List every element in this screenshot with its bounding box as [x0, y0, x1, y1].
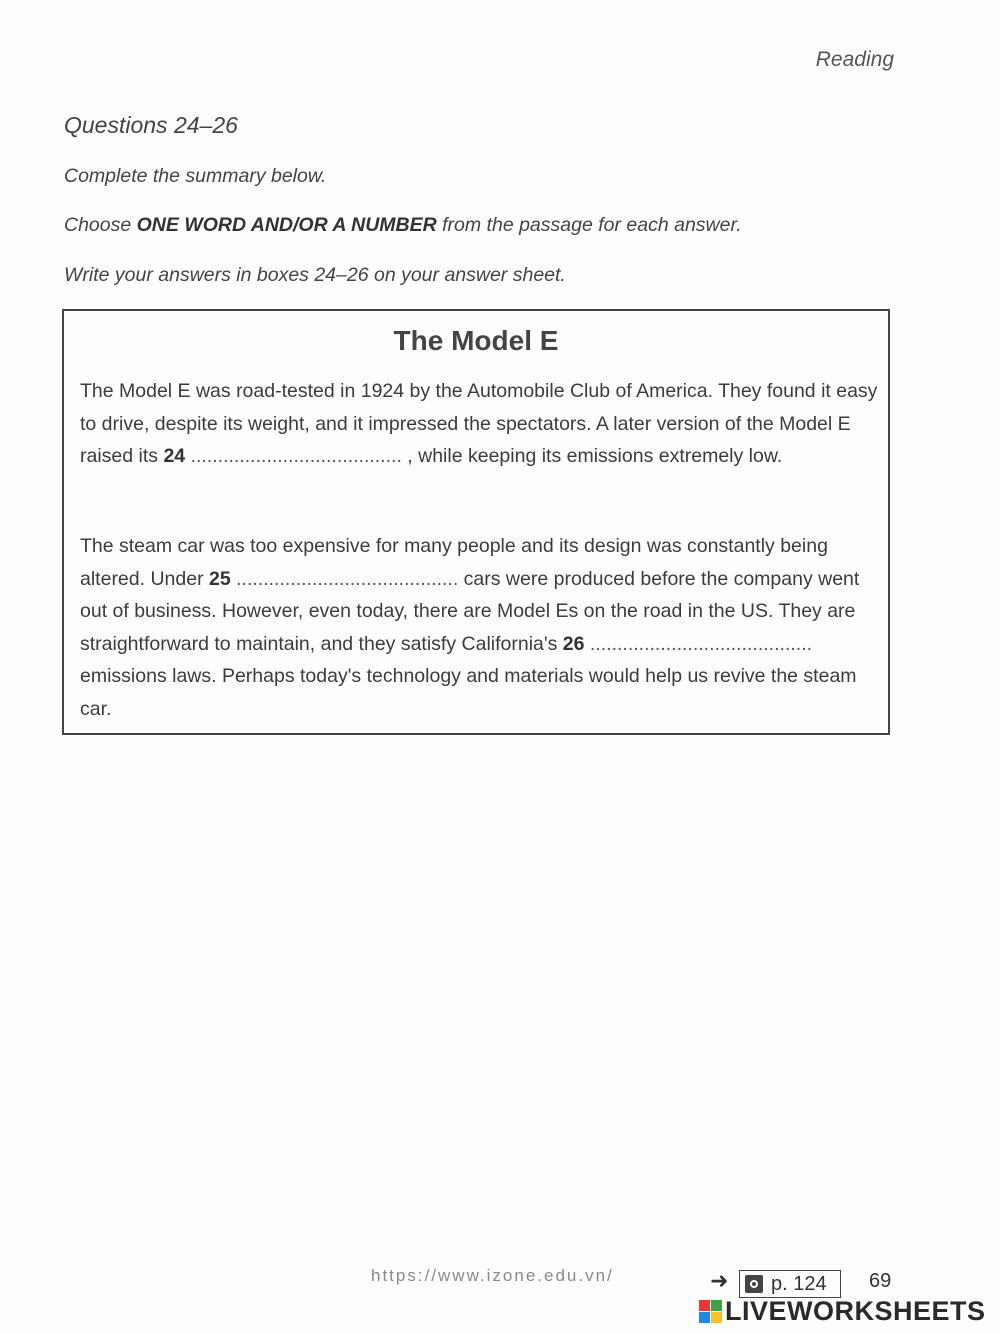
p2-text-a: The steam car was too expensive for many people and its design was constantly being altered. Under: [80, 535, 828, 590]
section-label: Reading: [815, 48, 894, 71]
question-26-blank[interactable]: .........................................: [584, 632, 813, 655]
p2-text-c: emissions laws. Perhaps today's technology and materials would help us revive the steam car.: [80, 665, 857, 720]
summary-paragraph-1: [80, 375, 880, 473]
liveworksheets-logo: [699, 1296, 986, 1327]
instruction-choose-post: from the passage for each answer.: [436, 214, 742, 236]
logo-square-1: [699, 1300, 710, 1311]
logo-square-2: [711, 1300, 722, 1311]
page-reference-text: p. 124: [771, 1272, 827, 1295]
question-25-number: 25: [209, 567, 231, 590]
liveworksheets-logo-text: LIVEWORKSHEETS: [725, 1296, 986, 1326]
page-reference: [739, 1270, 841, 1298]
logo-square-3: [699, 1312, 710, 1323]
instruction-write: Write your answers in boxes 24–26 on your answer sheet.: [64, 264, 566, 286]
summary-paragraph-2: [80, 530, 880, 725]
question-24-blank[interactable]: .......................................: [185, 445, 408, 467]
instruction-choose: [64, 214, 742, 237]
footer-url: https://www.izone.edu.vn/: [371, 1266, 614, 1285]
question-24-number: 24: [163, 445, 186, 467]
summary-title: The Model E: [393, 325, 559, 356]
liveworksheets-logo-icon: [699, 1300, 722, 1323]
p1-text-a: The Model E was road-tested in 1924 by the Automobile Club of America. They found it easy to drive, despite its weight, and it impressed the spectators. A later version of the Model E raised its: [80, 380, 878, 467]
instruction-complete: Complete the summary below.: [64, 165, 327, 187]
question-25-blank[interactable]: .........................................: [230, 567, 464, 590]
question-26-number: 26: [562, 632, 585, 655]
p1-text-b: , while keeping its emissions extremely low.: [407, 445, 783, 467]
logo-square-4: [711, 1312, 722, 1323]
summary-box: [62, 309, 890, 735]
p2-text-b: cars were produced before the company went out of business. However, even today, there are Model Es on the road in the US. They are straightforward to maintain, and they satisfy California's: [80, 567, 860, 655]
page-number: 69: [869, 1270, 892, 1292]
instruction-choose-pre: Choose: [64, 214, 137, 236]
arrow-right-icon: ➜: [710, 1268, 729, 1293]
questions-heading: Questions 24–26: [64, 112, 238, 138]
instruction-choose-bold: ONE WORD AND/OR A NUMBER: [136, 214, 437, 236]
magnifier-icon: [745, 1275, 763, 1293]
